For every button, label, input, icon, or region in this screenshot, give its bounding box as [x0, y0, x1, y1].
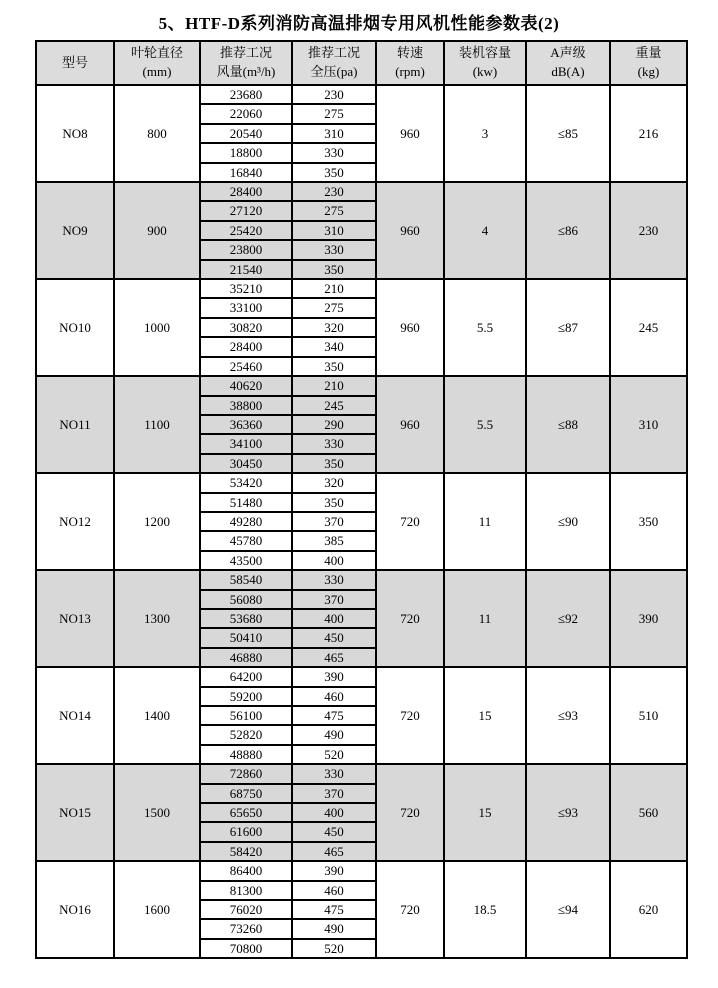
- col-header-rpm: [376, 41, 444, 85]
- header-line: 风量(m³/h): [216, 64, 276, 79]
- noise-cell: ≤85: [526, 85, 610, 182]
- flow-cell: 21540: [200, 260, 292, 279]
- pressure-cell: 400: [292, 803, 376, 822]
- model-cell: NO13: [36, 570, 114, 667]
- header-line: (rpm): [395, 64, 425, 79]
- table-header: [36, 41, 687, 85]
- pressure-cell: 330: [292, 240, 376, 259]
- weight-cell: 350: [610, 473, 687, 570]
- flow-cell: 33100: [200, 298, 292, 317]
- flow-cell: 45780: [200, 531, 292, 550]
- diameter-cell: 800: [114, 85, 200, 182]
- col-header-model: [36, 41, 114, 85]
- flow-cell: 50410: [200, 628, 292, 647]
- model-cell: NO14: [36, 667, 114, 764]
- header-line: 转速: [396, 45, 423, 61]
- col-header-diameter: [114, 41, 200, 85]
- flow-cell: 23800: [200, 240, 292, 259]
- flow-cell: 76020: [200, 900, 292, 919]
- power-cell: 18.5: [444, 861, 526, 958]
- weight-cell: 310: [610, 376, 687, 473]
- diameter-cell: 1200: [114, 473, 200, 570]
- header-row: [36, 41, 687, 85]
- table-row-no14-1: [36, 667, 687, 686]
- pressure-cell: 385: [292, 531, 376, 550]
- header-line: 全压(pa): [310, 64, 358, 79]
- table-row-no11-1: [36, 376, 687, 395]
- noise-cell: ≤93: [526, 667, 610, 764]
- flow-cell: 56100: [200, 706, 292, 725]
- header-line: (mm): [142, 64, 172, 79]
- flow-cell: 53420: [200, 473, 292, 492]
- model-cell: NO16: [36, 861, 114, 958]
- flow-cell: 64200: [200, 667, 292, 686]
- flow-cell: 61600: [200, 822, 292, 841]
- flow-cell: 28400: [200, 337, 292, 356]
- flow-cell: 65650: [200, 803, 292, 822]
- pressure-cell: 275: [292, 298, 376, 317]
- diameter-cell: 1100: [114, 376, 200, 473]
- diameter-cell: 1600: [114, 861, 200, 958]
- flow-cell: 81300: [200, 881, 292, 900]
- table-row-no15-1: [36, 764, 687, 783]
- pressure-cell: 400: [292, 609, 376, 628]
- power-cell: 5.5: [444, 279, 526, 376]
- table-row-no12-1: [36, 473, 687, 492]
- flow-cell: 51480: [200, 493, 292, 512]
- pressure-cell: 460: [292, 687, 376, 706]
- pressure-cell: 330: [292, 570, 376, 589]
- flow-cell: 27120: [200, 201, 292, 220]
- weight-cell: 230: [610, 182, 687, 279]
- noise-cell: ≤90: [526, 473, 610, 570]
- weight-cell: 245: [610, 279, 687, 376]
- table-row-no16-1: [36, 861, 687, 880]
- pressure-cell: 450: [292, 628, 376, 647]
- flow-cell: 30450: [200, 454, 292, 473]
- flow-cell: 52820: [200, 725, 292, 744]
- pressure-cell: 450: [292, 822, 376, 841]
- table-row-no9-1: [36, 182, 687, 201]
- pressure-cell: 370: [292, 590, 376, 609]
- flow-cell: 35210: [200, 279, 292, 298]
- pressure-cell: 310: [292, 221, 376, 240]
- pressure-cell: 350: [292, 163, 376, 182]
- pressure-cell: 275: [292, 201, 376, 220]
- pressure-cell: 390: [292, 667, 376, 686]
- power-cell: 3: [444, 85, 526, 182]
- flow-cell: 36360: [200, 415, 292, 434]
- flow-cell: 22060: [200, 104, 292, 123]
- flow-cell: 23680: [200, 85, 292, 104]
- pressure-cell: 475: [292, 706, 376, 725]
- flow-cell: 53680: [200, 609, 292, 628]
- diameter-cell: 1500: [114, 764, 200, 861]
- header-line: 装机容量: [458, 45, 511, 61]
- flow-cell: 25420: [200, 221, 292, 240]
- noise-cell: ≤88: [526, 376, 610, 473]
- weight-cell: 510: [610, 667, 687, 764]
- noise-cell: ≤92: [526, 570, 610, 667]
- diameter-cell: 1000: [114, 279, 200, 376]
- page-title: 5、HTF-D系列消防高温排烟专用风机性能参数表(2): [158, 14, 560, 33]
- model-cell: NO11: [36, 376, 114, 473]
- noise-cell: ≤87: [526, 279, 610, 376]
- pressure-cell: 390: [292, 861, 376, 880]
- diameter-cell: 900: [114, 182, 200, 279]
- flow-cell: 59200: [200, 687, 292, 706]
- pressure-cell: 340: [292, 337, 376, 356]
- pressure-cell: 310: [292, 124, 376, 143]
- col-header-noise: [526, 41, 610, 85]
- flow-cell: 48880: [200, 745, 292, 764]
- flow-cell: 30820: [200, 318, 292, 337]
- flow-cell: 34100: [200, 434, 292, 453]
- pressure-cell: 520: [292, 939, 376, 958]
- pressure-cell: 350: [292, 454, 376, 473]
- pressure-cell: 290: [292, 415, 376, 434]
- rpm-cell: 960: [376, 376, 444, 473]
- pressure-cell: 400: [292, 551, 376, 570]
- col-header-pressure: [292, 41, 376, 85]
- model-cell: NO12: [36, 473, 114, 570]
- flow-cell: 86400: [200, 861, 292, 880]
- power-cell: 4: [444, 182, 526, 279]
- performance-table: [35, 40, 688, 959]
- model-cell: NO9: [36, 182, 114, 279]
- flow-cell: 58420: [200, 842, 292, 861]
- col-header-power: [444, 41, 526, 85]
- rpm-cell: 720: [376, 667, 444, 764]
- col-header-weight: [610, 41, 687, 85]
- flow-cell: 46880: [200, 648, 292, 667]
- power-cell: 11: [444, 473, 526, 570]
- flow-cell: 70800: [200, 939, 292, 958]
- rpm-cell: 720: [376, 570, 444, 667]
- header-line: (kw): [472, 64, 498, 79]
- pressure-cell: 490: [292, 919, 376, 938]
- pressure-cell: 230: [292, 85, 376, 104]
- header-line: 重量: [635, 45, 662, 61]
- flow-cell: 43500: [200, 551, 292, 570]
- rpm-cell: 960: [376, 182, 444, 279]
- flow-cell: 40620: [200, 376, 292, 395]
- flow-cell: 20540: [200, 124, 292, 143]
- flow-cell: 49280: [200, 512, 292, 531]
- header-line: 推荐工况: [219, 45, 272, 61]
- header-line: dB(A): [551, 64, 585, 79]
- power-cell: 5.5: [444, 376, 526, 473]
- flow-cell: 56080: [200, 590, 292, 609]
- pressure-cell: 330: [292, 764, 376, 783]
- rpm-cell: 720: [376, 764, 444, 861]
- weight-cell: 390: [610, 570, 687, 667]
- pressure-cell: 320: [292, 473, 376, 492]
- rpm-cell: 960: [376, 85, 444, 182]
- flow-cell: 28400: [200, 182, 292, 201]
- table-row-no10-1: [36, 279, 687, 298]
- table-body: [36, 85, 687, 958]
- power-cell: 15: [444, 667, 526, 764]
- rpm-cell: 720: [376, 473, 444, 570]
- rpm-cell: 720: [376, 861, 444, 958]
- pressure-cell: 350: [292, 493, 376, 512]
- header-line: A声级: [550, 45, 586, 61]
- power-cell: 11: [444, 570, 526, 667]
- model-cell: NO10: [36, 279, 114, 376]
- rpm-cell: 960: [376, 279, 444, 376]
- pressure-cell: 275: [292, 104, 376, 123]
- col-header-flow: [200, 41, 292, 85]
- pressure-cell: 245: [292, 396, 376, 415]
- diameter-cell: 1300: [114, 570, 200, 667]
- header-line: 推荐工况: [307, 45, 360, 61]
- flow-cell: 16840: [200, 163, 292, 182]
- pressure-cell: 490: [292, 725, 376, 744]
- pressure-cell: 370: [292, 784, 376, 803]
- flow-cell: 58540: [200, 570, 292, 589]
- flow-cell: 18800: [200, 143, 292, 162]
- pressure-cell: 350: [292, 357, 376, 376]
- weight-cell: 216: [610, 85, 687, 182]
- weight-cell: 620: [610, 861, 687, 958]
- table-row-no8-1: [36, 85, 687, 104]
- model-cell: NO15: [36, 764, 114, 861]
- pressure-cell: 350: [292, 260, 376, 279]
- power-cell: 15: [444, 764, 526, 861]
- model-cell: NO8: [36, 85, 114, 182]
- pressure-cell: 465: [292, 648, 376, 667]
- pressure-cell: 210: [292, 279, 376, 298]
- table-row-no13-1: [36, 570, 687, 589]
- pressure-cell: 460: [292, 881, 376, 900]
- flow-cell: 25460: [200, 357, 292, 376]
- pressure-cell: 210: [292, 376, 376, 395]
- weight-cell: 560: [610, 764, 687, 861]
- flow-cell: 73260: [200, 919, 292, 938]
- header-line: 型号: [61, 54, 88, 70]
- header-line: 叶轮直径: [130, 45, 183, 61]
- noise-cell: ≤93: [526, 764, 610, 861]
- pressure-cell: 330: [292, 143, 376, 162]
- flow-cell: 72860: [200, 764, 292, 783]
- flow-cell: 68750: [200, 784, 292, 803]
- pressure-cell: 320: [292, 318, 376, 337]
- header-line: (kg): [637, 64, 660, 79]
- pressure-cell: 370: [292, 512, 376, 531]
- pressure-cell: 465: [292, 842, 376, 861]
- diameter-cell: 1400: [114, 667, 200, 764]
- noise-cell: ≤94: [526, 861, 610, 958]
- pressure-cell: 230: [292, 182, 376, 201]
- pressure-cell: 475: [292, 900, 376, 919]
- pressure-cell: 330: [292, 434, 376, 453]
- noise-cell: ≤86: [526, 182, 610, 279]
- flow-cell: 38800: [200, 396, 292, 415]
- pressure-cell: 520: [292, 745, 376, 764]
